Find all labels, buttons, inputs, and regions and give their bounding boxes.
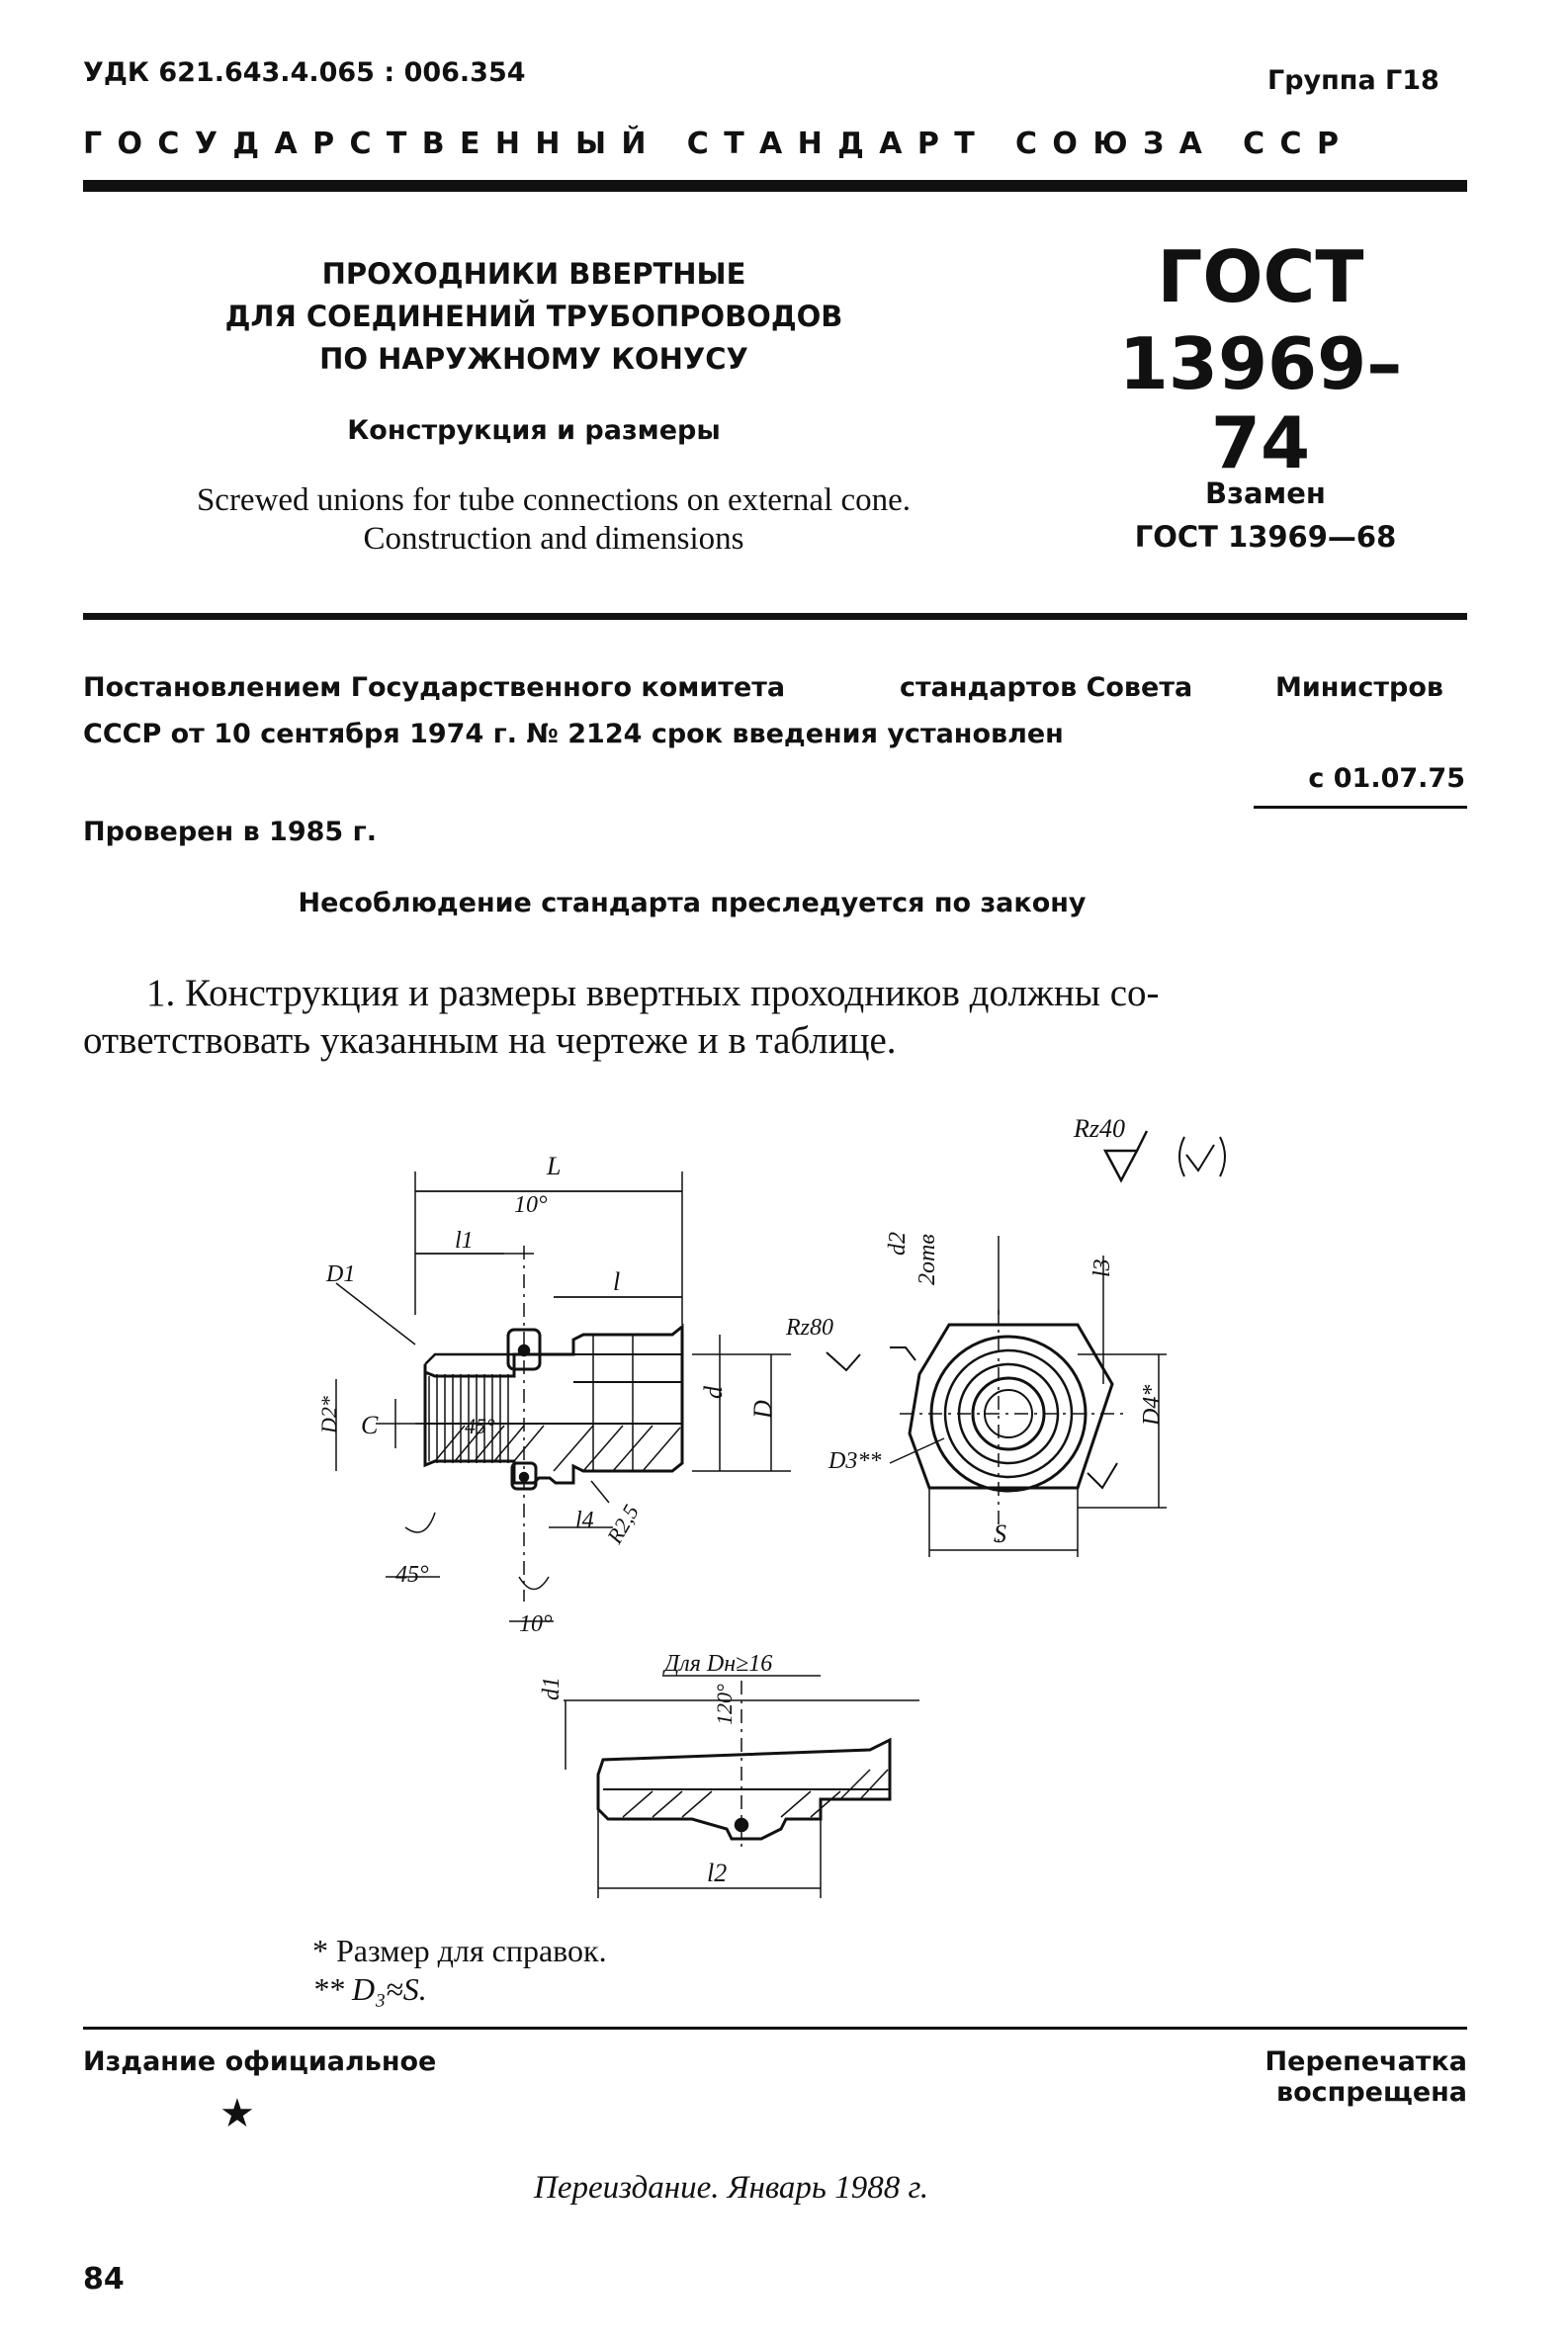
dim-C: C	[361, 1411, 379, 1439]
clause-1-line-2: ответствовать указанным на чертеже и в таблице.	[83, 1019, 897, 1062]
decree-line-1-c: Министров	[1275, 672, 1443, 703]
effective-date: с 01.07.75	[1308, 763, 1465, 794]
bracket-open	[1179, 1137, 1184, 1176]
variant-caption: Для Dн≥16	[664, 1651, 773, 1677]
page-number: 84	[83, 2262, 125, 2297]
dim-l2: l2	[707, 1859, 728, 1887]
dim-10deg-top: 10°	[514, 1192, 548, 1218]
replaces-value: ГОСТ 13969—68	[1134, 520, 1397, 554]
dim-D3: D3**	[828, 1448, 882, 1474]
footnote-reference-size: * Размер для справок.	[312, 1933, 607, 1968]
replaces-label: Взамен	[1205, 477, 1326, 510]
dim-l4: l4	[575, 1508, 594, 1533]
dim-D1: D1	[326, 1261, 356, 1287]
dim-D2: D2*	[316, 1396, 341, 1433]
dim-D4: D4*	[1139, 1384, 1165, 1426]
footer-rule	[83, 2027, 1467, 2030]
variant-section-view	[564, 1676, 919, 1898]
checked-year: Проверен в 1985 г.	[83, 817, 377, 847]
title-line-1: ПРОХОДНИКИ ВВЕРТНЫЕ	[321, 257, 746, 291]
title-subtitle: Конструкция и размеры	[347, 415, 721, 446]
gost-number: 13969–74	[1118, 322, 1403, 484]
dim-d1: d1	[539, 1677, 565, 1700]
reissue-note: Переиздание. Январь 1988 г.	[534, 2170, 929, 2206]
dim-45deg-cone: 45°	[465, 1414, 495, 1438]
roughness-main-label: Rz40	[1074, 1114, 1125, 1143]
title-line-3: ПО НАРУЖНОМУ КОНУСУ	[319, 342, 748, 376]
dim-d2: d2	[885, 1232, 911, 1256]
bracket-close	[1220, 1137, 1225, 1176]
group-code: Группа Г18	[1267, 65, 1439, 96]
roughness-symbol-general	[1186, 1145, 1214, 1171]
dim-10deg-bottom: 10°	[519, 1611, 553, 1637]
dim-2otv: 2отв	[915, 1234, 940, 1285]
decree-line-2: СССР от 10 сентября 1974 г. № 2124 срок введения установлен	[83, 719, 1064, 749]
dim-L-total: L	[547, 1152, 562, 1180]
dim-d: d	[699, 1386, 728, 1399]
gost-label: ГОСТ	[1157, 235, 1364, 318]
hex-end-view	[827, 1236, 1167, 1557]
dim-45deg-chamfer: 45°	[395, 1562, 429, 1588]
decree-line-1-a: Постановлением Государственного комитета	[83, 672, 786, 703]
legal-warning: Несоблюдение стандарта преследуется по закону	[298, 888, 1087, 918]
dim-S: S	[994, 1519, 1006, 1548]
dim-l1: l1	[455, 1228, 474, 1254]
english-title-line-2: Construction and dimensions	[363, 521, 744, 557]
udk-code: УДК 621.643.4.065 : 006.354	[83, 57, 526, 88]
state-standard-banner: ГОСУДАРСТВЕННЫЙ СТАНДАРТ СОЮЗА ССР	[83, 127, 1354, 161]
dim-R25: R2,5	[601, 1500, 644, 1548]
star-icon: ★	[219, 2091, 255, 2136]
title-line-2: ДЛЯ СОЕДИНЕНИЙ ТРУБОПРОВОДОВ	[224, 300, 843, 333]
clause-1-line-1: 1. Конструкция и размеры ввертных проходников должны со-	[146, 972, 1160, 1014]
decree-line-1-b: стандартов Совета	[900, 672, 1193, 703]
dim-120deg: 120°	[712, 1684, 737, 1725]
roughness-hex-label: Rz80	[786, 1315, 833, 1341]
footnote-d3: ** D₃≈S.	[312, 1971, 427, 2007]
dim-l3: l3	[1089, 1258, 1115, 1277]
reprint-prohibited: Перепечатка воспрещена	[1264, 2046, 1467, 2108]
english-title-line-1: Screwed unions for tube connections on external cone.	[196, 482, 912, 518]
dim-D: D	[748, 1400, 777, 1419]
official-edition: Издание официальное	[83, 2046, 437, 2077]
dim-l: l	[613, 1267, 621, 1296]
